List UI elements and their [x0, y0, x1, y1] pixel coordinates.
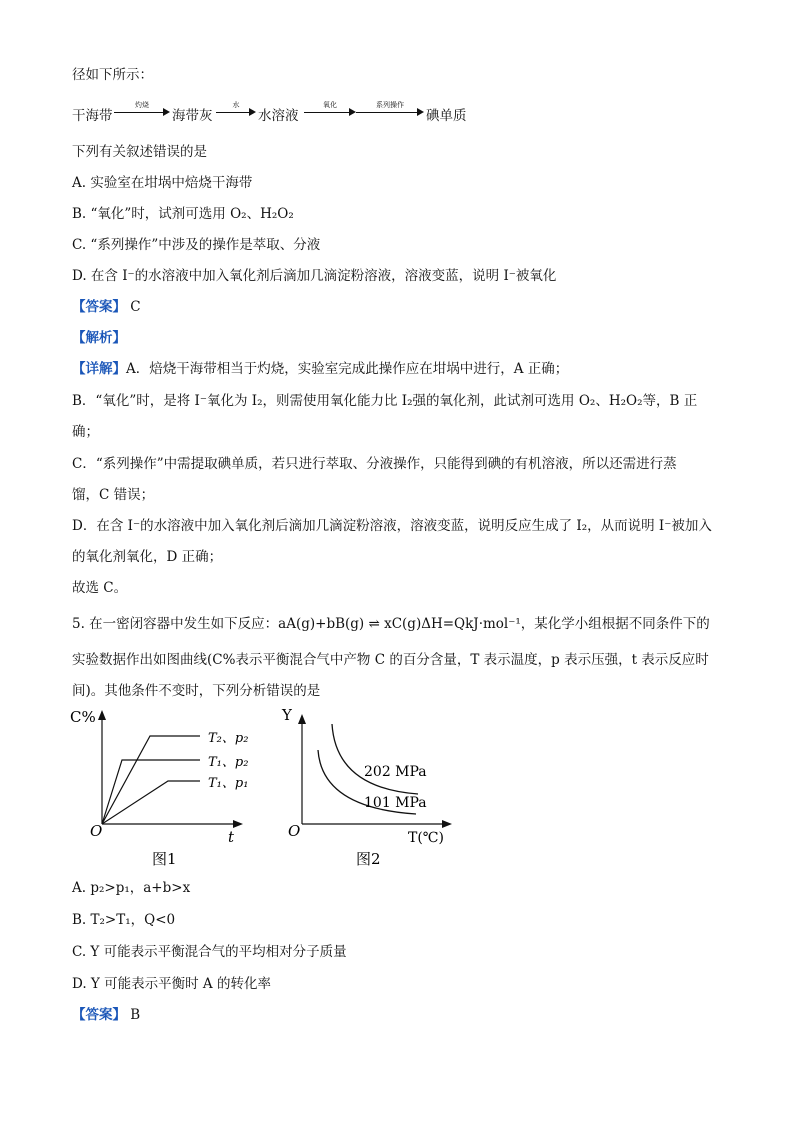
detail-a-line [72, 360, 568, 378]
q4-answer-line [72, 298, 141, 316]
fig2-xlabel: T(℃) [408, 830, 444, 846]
detail-d-2: 的氧化剂氧化，D 正确； [72, 549, 223, 565]
fig2-ylabel: Y [282, 706, 292, 724]
fig1-label-t1p2: T₁、p₂ [208, 755, 249, 770]
flow-arrow-label: 灼烧 [135, 101, 149, 109]
fig1-curve-t2p2 [102, 736, 200, 824]
q4-stem: 下列有关叙述错误的是 [72, 144, 207, 160]
q5-answer-line [72, 1006, 140, 1024]
fig2-curve-202 [332, 724, 418, 794]
fig1-label-t2p2: T₂、p₂ [208, 731, 249, 746]
q4-option-a: A. 实验室在坩埚中焙烧干海带 [72, 175, 253, 191]
q4-option-d: D. 在含 I⁻的水溶液中加入氧化剂后滴加几滴淀粉溶液，溶液变蓝，说明 I⁻被氧化 [72, 268, 557, 284]
fig1-origin: O [90, 822, 103, 840]
q5-stem-2: 实验数据作出如图曲线(C%表示平衡混合气中产物 C 的百分含量，T 表示温度，p 表示压强，t 表示反应时 [72, 652, 709, 668]
analysis-tag: 【解析】 [72, 330, 126, 346]
detail-b-2: 确； [72, 424, 99, 440]
intro-text: 径如下所示： [72, 67, 153, 83]
fig1-caption: 图1 [152, 850, 177, 868]
q5-stem-3: 间)。其他条件不变时，下列分析错误的是 [72, 683, 321, 699]
answer-value: B [130, 1007, 141, 1023]
q4-option-c: C. “系列操作”中涉及的操作是萃取、分液 [72, 237, 321, 253]
flow-arrow-label: 水 [232, 101, 240, 109]
detail-tag: 【详解】 [72, 361, 126, 377]
q5-option-a: A. p₂>p₁，a+b>x [72, 880, 191, 896]
detail-d-1: D．在含 I⁻的水溶液中加入氧化剂后滴加几滴淀粉溶液，溶液变蓝，说明反应生成了 I₂，从而说明 I⁻被加入 [72, 518, 712, 534]
flow-arrow-label: 氧化 [323, 101, 337, 109]
answer-value: C [130, 299, 141, 315]
q5-option-b: B. T₂>T₁，Q<0 [72, 912, 176, 928]
q5-stem-1: 5. 在一密闭容器中发生如下反应：aA(g)+bB(g) ⇌ xC(g)ΔH=QkJ·mol⁻¹，某化学小组根据不同条件下的 [72, 616, 710, 632]
q4-option-b: B. “氧化”时，试剂可选用 O₂、H₂O₂ [72, 206, 294, 222]
flow-arrow-label: 系列操作 [376, 101, 404, 109]
detail-b-1: B．“氧化”时，是将 I⁻氧化为 I₂，则需使用氧化能力比 I₂强的氧化剂，此试剂可选用 O₂、H₂O₂等，B 正 [72, 393, 698, 409]
fig2-label-202: 202 MPa [364, 764, 427, 780]
flow-arrow-roast [114, 102, 170, 122]
answer-tag: 【答案】 [72, 1007, 126, 1023]
q5-option-d: D. Y 可能表示平衡时 A 的转化率 [72, 976, 271, 992]
fig2-origin: O [288, 822, 301, 840]
flow-arrow-water [216, 102, 256, 122]
flow-arrow-oxidize [304, 102, 356, 122]
fig2-label-101: 101 MPa [364, 795, 427, 811]
figures [70, 700, 470, 875]
figure-2 [281, 706, 452, 868]
answer-tag: 【答案】 [72, 299, 126, 315]
detail-c-1: C．“系列操作”中需提取碘单质，若只进行萃取、分液操作，只能得到碘的有机溶液，所以还需进行蒸 [72, 456, 677, 472]
fig1-label-t1p1: T₁、p₁ [208, 776, 249, 791]
fig1-xlabel: t [228, 828, 235, 846]
fig2-caption: 图2 [356, 850, 381, 868]
flow-node-dry-kelp: 干海带 [72, 108, 113, 124]
fig1-curve-t1p1 [102, 781, 200, 824]
detail-c-2: 馏，C 错误； [72, 487, 155, 503]
q5-option-c: C. Y 可能表示平衡混合气的平均相对分子质量 [72, 944, 347, 960]
flow-node-solution: 水溶液 [258, 108, 299, 124]
flow-node-iodine: 碘单质 [426, 108, 467, 124]
fig1-ylabel: C% [70, 708, 96, 726]
detail-a: A．焙烧干海带相当于灼烧，实验室完成此操作应在坩埚中进行，A 正确； [126, 361, 569, 377]
q4-conclusion: 故选 C。 [72, 580, 128, 596]
flow-arrow-series-ops [356, 102, 424, 122]
figure-1 [70, 708, 248, 868]
flow-node-kelp-ash: 海带灰 [172, 108, 213, 124]
